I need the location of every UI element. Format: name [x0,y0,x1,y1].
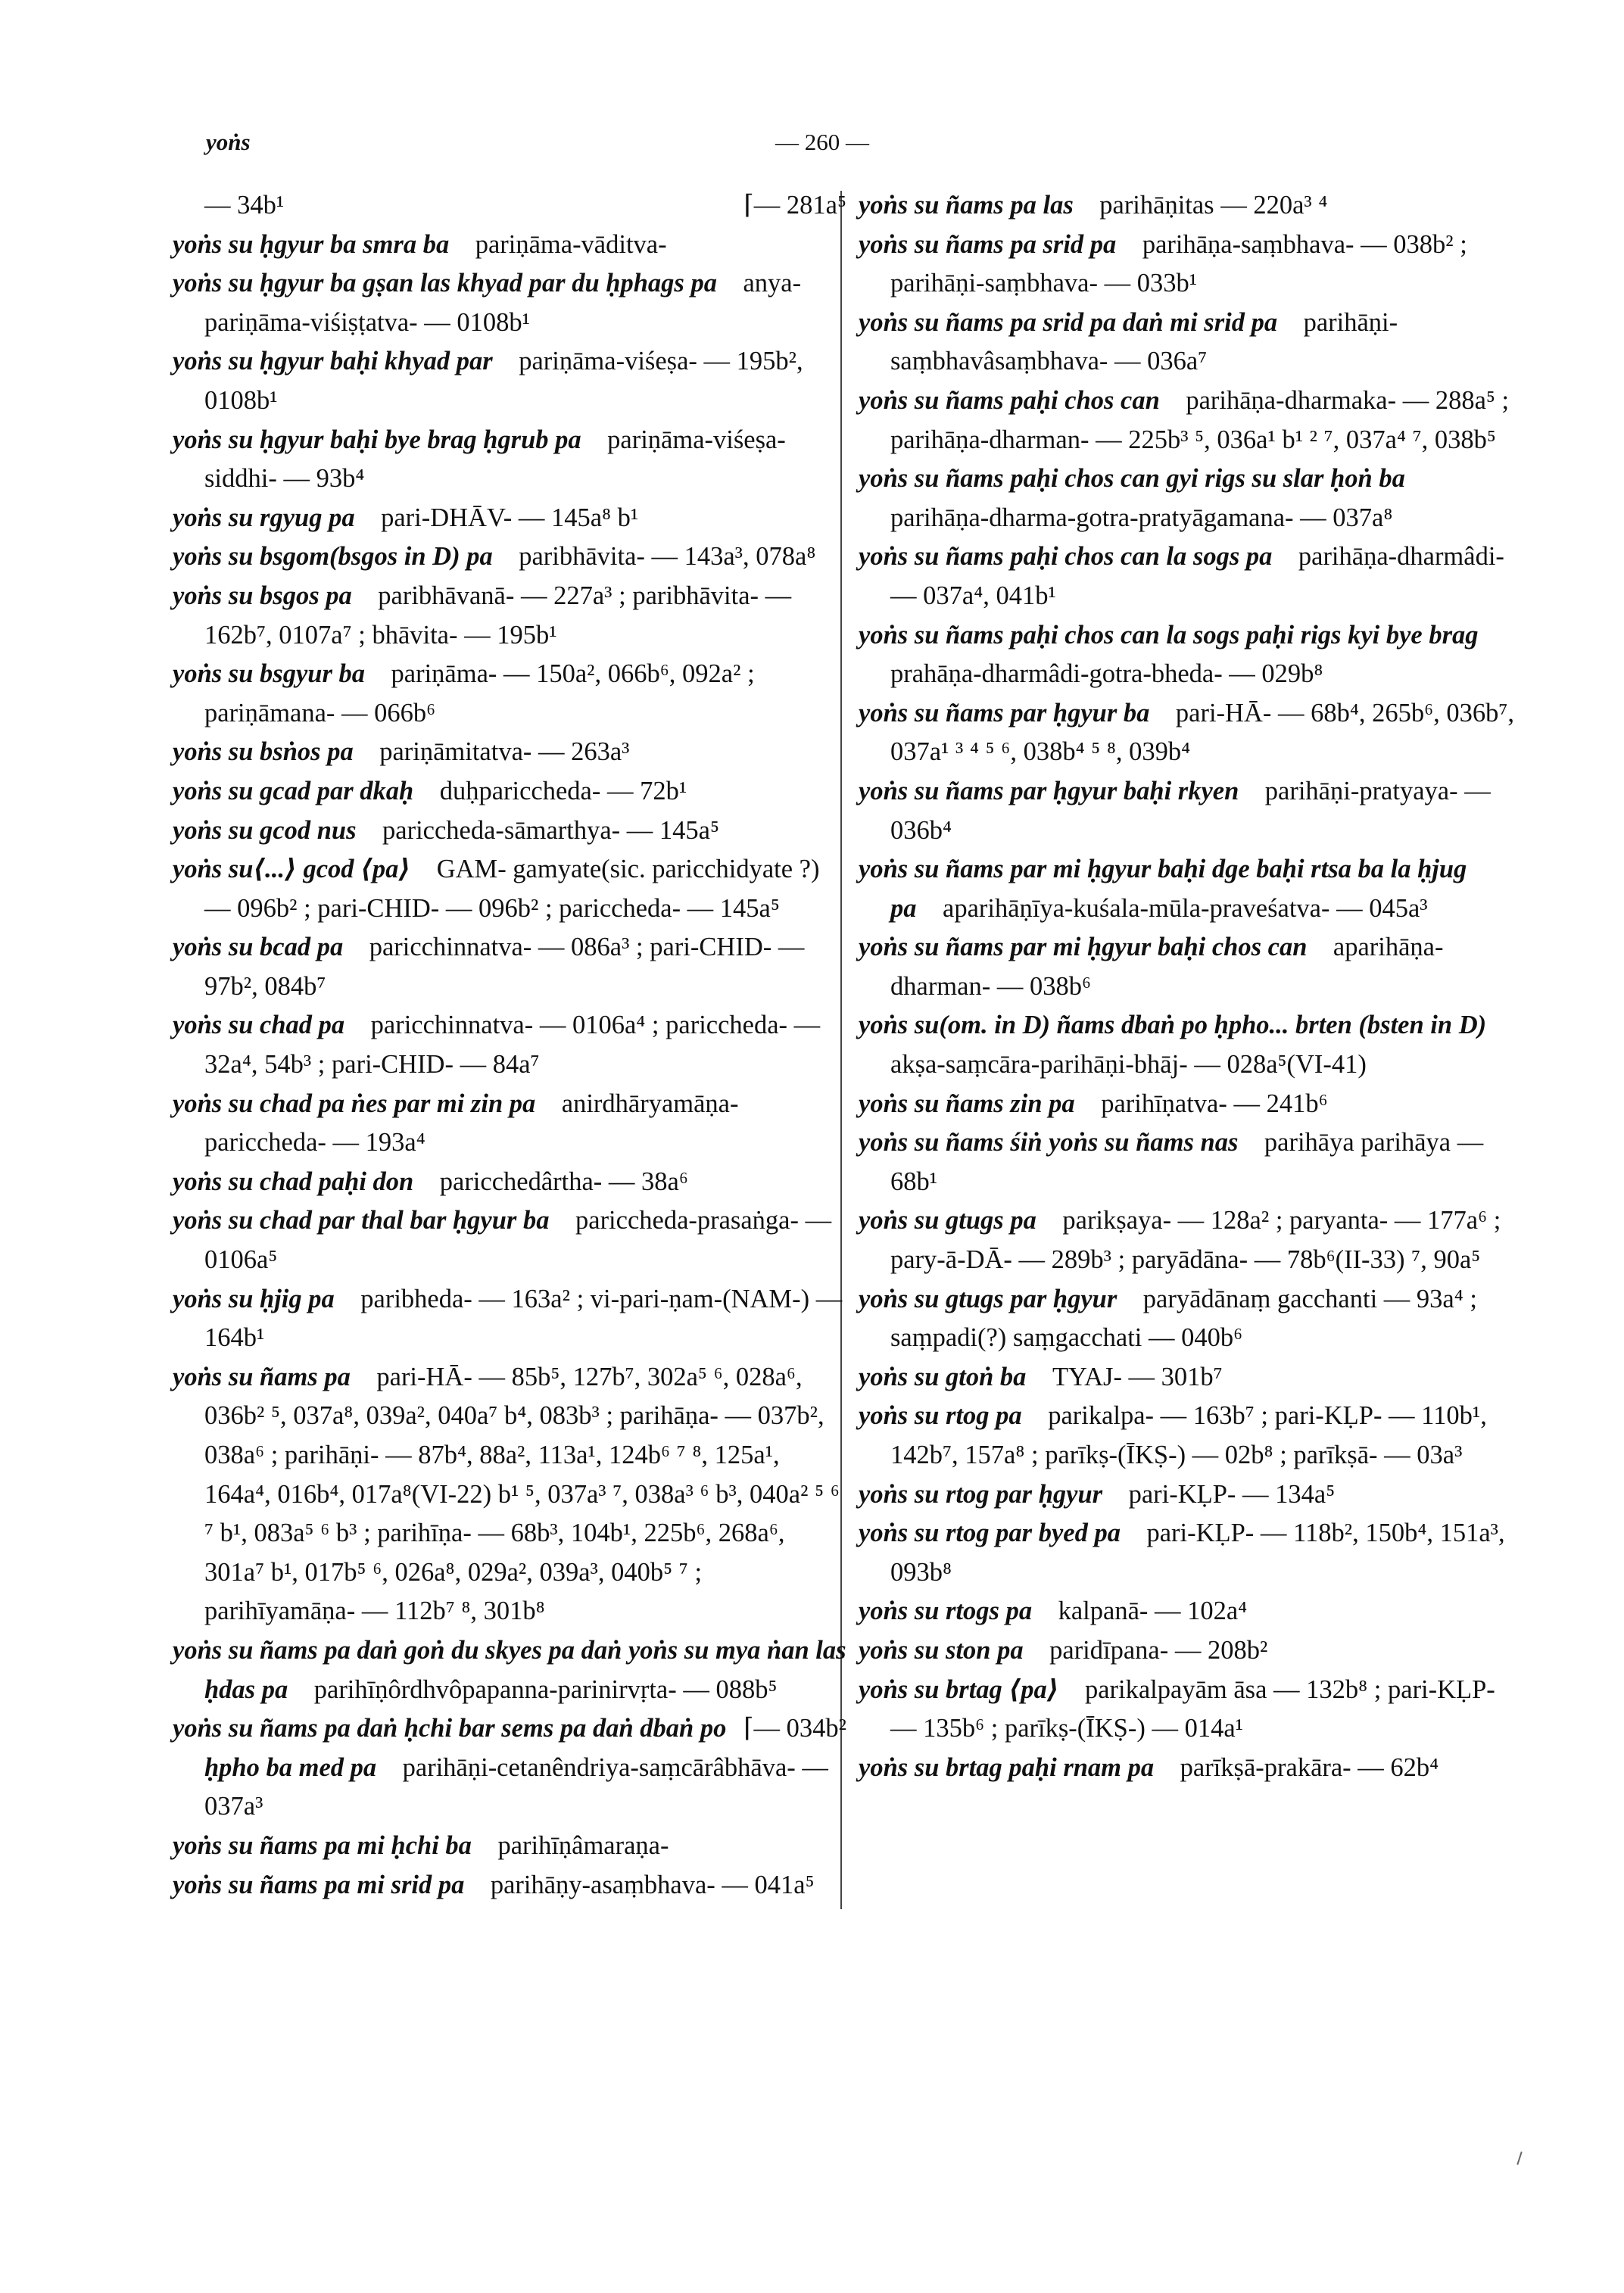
headword: yoṅs su gcad par dkaḥ [173,776,414,805]
sanskrit-gloss: pari-DHĀV- — 145a⁸ b¹ [381,503,639,532]
headword: yoṅs su chad paḥi don [173,1167,414,1196]
headword: yoṅs su chad pa ṅes par mi zin pa [173,1089,536,1118]
headword: yoṅs su bsgom(bsgos in D) pa [173,542,493,572]
headword: yoṅs su chad pa [173,1011,345,1040]
headword: yoṅs su bsgos pa [173,581,352,610]
sanskrit-gloss: akṣa-saṃcāra-parihāṇi-bhāj- — 028a⁵(VI-41) [890,1050,1367,1080]
headword: yoṅs su ñams pa srid pa daṅ mi srid pa [859,307,1278,337]
sanskrit-gloss: anya-pariṇāma-viśiṣṭatva- — 0108b¹ [204,269,802,337]
dictionary-entry [859,1280,1525,1358]
page-number: — 260 — [775,129,869,155]
sanskrit-gloss: parihāṇi-pratyaya- — 036b⁴ [890,776,1491,845]
dictionary-entry [173,1163,846,1202]
headword: yoṅs su gtugs par ḥgyur [859,1284,1117,1313]
dictionary-entry [859,616,1525,694]
dictionary-entry [173,226,846,265]
sanskrit-gloss: paribheda- — 163a² ; vi-pari-ṇam-(NAM-) — 164b¹ [204,1284,843,1353]
headword: yoṅs su rtog pa [859,1401,1022,1431]
continuation-line [173,186,846,226]
headword: yoṅs su ñams pa [173,1362,351,1391]
dictionary-entry [859,772,1525,850]
sanskrit-gloss: aparihāṇīya-kuśala-mūla-praveśatva- — 045a³ [943,893,1428,923]
continuation-text: — 34b¹ [204,191,285,220]
running-head: yoṅs [206,129,251,155]
sanskrit-gloss: parihāya parihāya — 68b¹ [890,1128,1484,1196]
sanskrit-gloss: parihāṇy-asaṃbhava- — 041a⁵ [490,1870,815,1899]
sanskrit-gloss: paricchinnatva- — 086a³ ; pari-CHID- — 97b², 084b⁷ [204,933,805,1001]
sanskrit-gloss: parihāṇa-dharmaka- — 288a⁵ ; parihāṇa-dharman- — 225b³ ⁵, 036a¹ b¹ ² ⁷, 037a⁴ ⁷, 038b⁵ [890,385,1510,454]
dictionary-entry [859,1475,1525,1515]
sanskrit-gloss: pari-KḶP- — 134a⁵ [1128,1479,1336,1509]
sanskrit-gloss: pariṇāma-viśeṣa-siddhi- — 93b⁴ [204,425,786,494]
sanskrit-gloss: parihīṇôrdhvôpapanna-parinirvṛta- — 088b⁵ [313,1675,778,1704]
headword: yoṅs su gcod nus [173,815,357,845]
headword: yoṅs su ñams pa mi ḥchi ba [173,1830,472,1860]
left-column [173,186,846,1905]
dictionary-entry [859,850,1525,928]
page-header [0,129,1624,167]
headword: yoṅs su ston pa [859,1635,1024,1665]
headword: yoṅs su ñams pa daṅ ḥchi bar sems pa daṅ dbaṅ po ḥpho ba med pa [173,1714,727,1782]
headword: yoṅs su ñams śiṅ yoṅs su ñams nas [859,1128,1239,1157]
dictionary-entry [173,342,846,420]
dictionary-entry [173,1866,846,1905]
sanskrit-gloss: kalpanā- — 102a⁴ [1058,1597,1248,1626]
dictionary-entry [173,1358,846,1631]
sanskrit-gloss: parīkṣā-prakāra- — 62b⁴ [1180,1752,1439,1782]
headword: yoṅs su ñams pa srid pa [859,229,1117,259]
dictionary-entry [859,1749,1525,1788]
dictionary-entry [859,1631,1525,1671]
folio-marker: ⌈— 281a⁵ [743,191,846,220]
sanskrit-gloss: paribhāvanā- — 227a³ ; paribhāvita- — 162b⁷, 0107a⁷ ; bhāvita- — 195b¹ [204,581,792,650]
headword: yoṅs su ñams par ḥgyur ba [859,698,1150,727]
sanskrit-gloss: parihīṇâmaraṇa- [497,1830,669,1860]
dictionary-entry [173,850,846,928]
dictionary-entry [173,772,846,812]
sanskrit-gloss: duḥpariccheda- — 72b¹ [439,776,687,805]
dictionary-entry [173,1280,846,1358]
sanskrit-gloss: parihāṇa-saṃbhava- — 038b² ; parihāṇi-saṃbhava- — 033b¹ [890,229,1467,298]
headword: yoṅs su ñams pa daṅ goṅ du skyes pa daṅ yoṅs su mya ṅan las ḥdas pa [173,1635,846,1704]
headword: yoṅs su bsṅos pa [173,737,354,767]
headword: yoṅs su gtugs pa [859,1206,1036,1235]
dictionary-entry [859,694,1525,772]
headword: yoṅs su chad par thal bar ḥgyur ba [173,1206,550,1235]
sanskrit-gloss: parihīṇatva- — 241b⁶ [1101,1089,1328,1118]
sanskrit-gloss: paricchedârtha- — 38a⁶ [439,1167,688,1196]
headword: yoṅs su(om. in D) ñams dbaṅ po ḥpho... brten (bsten in D) [859,1011,1487,1040]
dictionary-entry [859,226,1525,304]
sanskrit-gloss: anirdhāryamāṇa-pariccheda- — 193a⁴ [204,1089,739,1157]
sanskrit-gloss: parikṣaya- — 128a² ; paryanta- — 177a⁶ ; pary-ā-DĀ- — 289b³ ; paryādāna- — 78b⁶(II-33) ⁷, 90a⁵ [890,1206,1501,1275]
dictionary-entry [859,1514,1525,1592]
dictionary-entry [173,1085,846,1163]
headword: yoṅs su ḥgyur ba smra ba [173,229,450,259]
sanskrit-gloss: pariccheda-prasaṅga- — 0106a⁵ [204,1206,832,1275]
dictionary-entry [173,499,846,538]
dictionary-entry [859,1671,1525,1749]
sanskrit-gloss: prahāṇa-dharmâdi-gotra-bheda- — 029b⁸ [890,659,1323,689]
dictionary-entry [173,812,846,851]
dictionary-entry [173,1201,846,1279]
sanskrit-gloss: pari-HĀ- — 68b⁴, 265b⁶, 036b⁷, 037a¹ ³ ⁴ ⁵ ⁶, 038b⁴ ⁵ ⁸, 039b⁴ [890,698,1515,767]
dictionary-entry [173,655,846,733]
sanskrit-gloss: pari-KḶP- — 118b², 150b⁴, 151a³, 093b⁸ [890,1519,1505,1587]
headword: yoṅs su rgyug pa [173,503,355,532]
headword: yoṅs su brtag paḥi rnam pa [859,1752,1155,1782]
sanskrit-gloss: paryādānaṃ gacchanti — 93a⁴ ; saṃpadi(?) saṃgacchati — 040b⁶ [890,1284,1477,1353]
dictionary-entry [173,733,846,772]
dictionary-entry [859,928,1525,1006]
dictionary-entry [173,1709,846,1827]
dictionary-entry [173,928,846,1006]
headword: yoṅs su ñams pa mi srid pa [173,1870,465,1899]
headword: yoṅs su rtog par ḥgyur [859,1479,1103,1509]
sanskrit-gloss: parihāṇi-cetanêndriya-saṃcārâbhāva- — 037a³ [204,1752,828,1821]
sanskrit-gloss: aparihāṇa-dharman- — 038b⁶ [890,933,1444,1001]
dictionary-entry [173,264,846,342]
dictionary-entry [859,1592,1525,1631]
headword: yoṅs su bcad pa [173,933,344,962]
sanskrit-gloss: parikalpayām āsa — 132b⁸ ; pari-KḶP- — 135b⁶ ; parīkṣ-(ĪKṢ-) — 014a¹ [890,1675,1495,1743]
folio-marker: ⌈— 034b² [743,1714,846,1743]
headword: yoṅs su ḥgyur baḥi khyad par [173,347,493,376]
dictionary-entry [859,1006,1525,1084]
dictionary-entry [859,1201,1525,1279]
headword: yoṅs su gtoṅ ba [859,1362,1027,1391]
dictionary-entry [173,577,846,655]
dictionary-entry [173,421,846,499]
headword: yoṅs su⟨...⟩ gcod ⟨pa⟩ [173,855,411,884]
headword: yoṅs su bsgyur ba [173,659,366,689]
sanskrit-gloss: paricchinnatva- — 0106a⁴ ; pariccheda- — 32a⁴, 54b³ ; pari-CHID- — 84a⁷ [204,1011,821,1080]
sanskrit-gloss: GAM- gamyate(sic. paricchidyate ?) — 096b² ; pari-CHID- — 096b² ; pariccheda- — 145a⁵ [204,855,820,923]
sanskrit-gloss: pariṇāma-viśeṣa- — 195b², 0108b¹ [204,347,803,415]
sanskrit-gloss: pari-HĀ- — 85b⁵, 127b⁷, 302a⁵ ⁶, 028a⁶, 036b² ⁵, 037a⁸, 039a², 040a⁷ b⁴, 083b³ ; parihāṇa- — 037b², 038a⁶ ; parihāṇi- — 87b⁴, 88a², 113a¹, 124b⁶ ⁷ ⁸, 125a¹, 164a⁴, 016b⁴, 017a⁸(VI-22) b¹ ⁵, 037a³ ⁷, 038a³ ⁶ b³, 040a² ⁵ ⁶ ⁷ b¹, 083a⁵ ⁶ b³ ; parihīṇa- — 68b³, 104b¹, 225b⁶, 268a⁶, 301a⁷ b¹, 017b⁵ ⁶, 026a⁸, 029a², 039a³, 040b⁵ ⁷ ; parihīyamāṇa- — 112b⁷ ⁸, 301b⁸ [204,1362,840,1626]
headword: yoṅs su ñams paḥi chos can gyi rigs su slar ḥoṅ ba [859,464,1405,494]
sanskrit-gloss: parihāṇa-dharmâdi- — 037a⁴, 041b¹ [890,542,1504,610]
sanskrit-gloss: TYAJ- — 301b⁷ [1052,1362,1223,1391]
headword: yoṅs su ñams paḥi chos can [859,385,1160,415]
dictionary-entry [859,537,1525,615]
dictionary-entry [859,1123,1525,1201]
sanskrit-gloss: pariṇāma- — 150a², 066b⁶, 092a² ; pariṇāmana- — 066b⁶ [204,659,755,727]
dictionary-entry [859,1358,1525,1397]
headword: yoṅs su ḥjig pa [173,1284,335,1313]
headword: yoṅs su rtog par byed pa [859,1519,1121,1548]
dictionary-entry [859,304,1525,382]
headword: yoṅs su ñams pa las [859,191,1074,220]
headword: yoṅs su ñams par ḥgyur baḥi rkyen [859,776,1239,805]
headword: yoṅs su ñams paḥi chos can la sogs paḥi rigs kyi bye brag [859,620,1479,650]
sanskrit-gloss: pariṇāma-vāditva- [475,229,667,259]
dictionary-entry [859,382,1525,460]
sanskrit-gloss: parihāṇa-dharma-gotra-pratyāgamana- — 037a⁸ [890,503,1393,532]
dictionary-entry [859,1085,1525,1124]
dictionary-entry [173,1006,846,1084]
headword: yoṅs su rtogs pa [859,1597,1033,1626]
sanskrit-gloss: parihāṇi-saṃbhavâsaṃbhava- — 036a⁷ [890,307,1398,376]
dictionary-entry [173,1827,846,1866]
sanskrit-gloss: paridīpana- — 208b² [1049,1635,1268,1665]
sanskrit-gloss: pariccheda-sāmarthya- — 145a⁵ [382,815,720,845]
headword: yoṅs su ñams zin pa [859,1089,1075,1118]
sanskrit-gloss: paribhāvita- — 143a³, 078a⁸ [519,542,816,572]
headword: yoṅs su ḥgyur ba gṣan las khyad par du ḥphags pa [173,269,717,298]
dictionary-entry [859,460,1525,537]
sanskrit-gloss: parihāṇitas — 220a³ ⁴ [1099,191,1328,220]
headword: yoṅs su ñams paḥi chos can la sogs pa [859,542,1273,572]
headword: yoṅs su brtag ⟨pa⟩ [859,1675,1059,1704]
headword: yoṅs su ñams par mi ḥgyur baḥi chos can [859,933,1308,962]
headword: yoṅs su ḥgyur baḥi bye brag ḥgrub pa [173,425,581,454]
headword: yoṅs su ñams par mi ḥgyur baḥi dge baḥi rtsa ba la ḥjug pa [859,855,1467,923]
dictionary-entry [859,1397,1525,1475]
right-column [859,186,1525,1787]
dictionary-entry [173,537,846,577]
sanskrit-gloss: pariṇāmitatva- — 263a³ [379,737,630,767]
sanskrit-gloss: parikalpa- — 163b⁷ ; pari-KḶP- — 110b¹, 142b⁷, 157a⁸ ; parīkṣ-(ĪKṢ-) — 02b⁸ ; parīkṣā- — 03a³ [890,1401,1487,1469]
dictionary-entry [173,1631,846,1709]
dictionary-entry [859,186,1525,226]
stray-mark [1516,2151,1522,2165]
